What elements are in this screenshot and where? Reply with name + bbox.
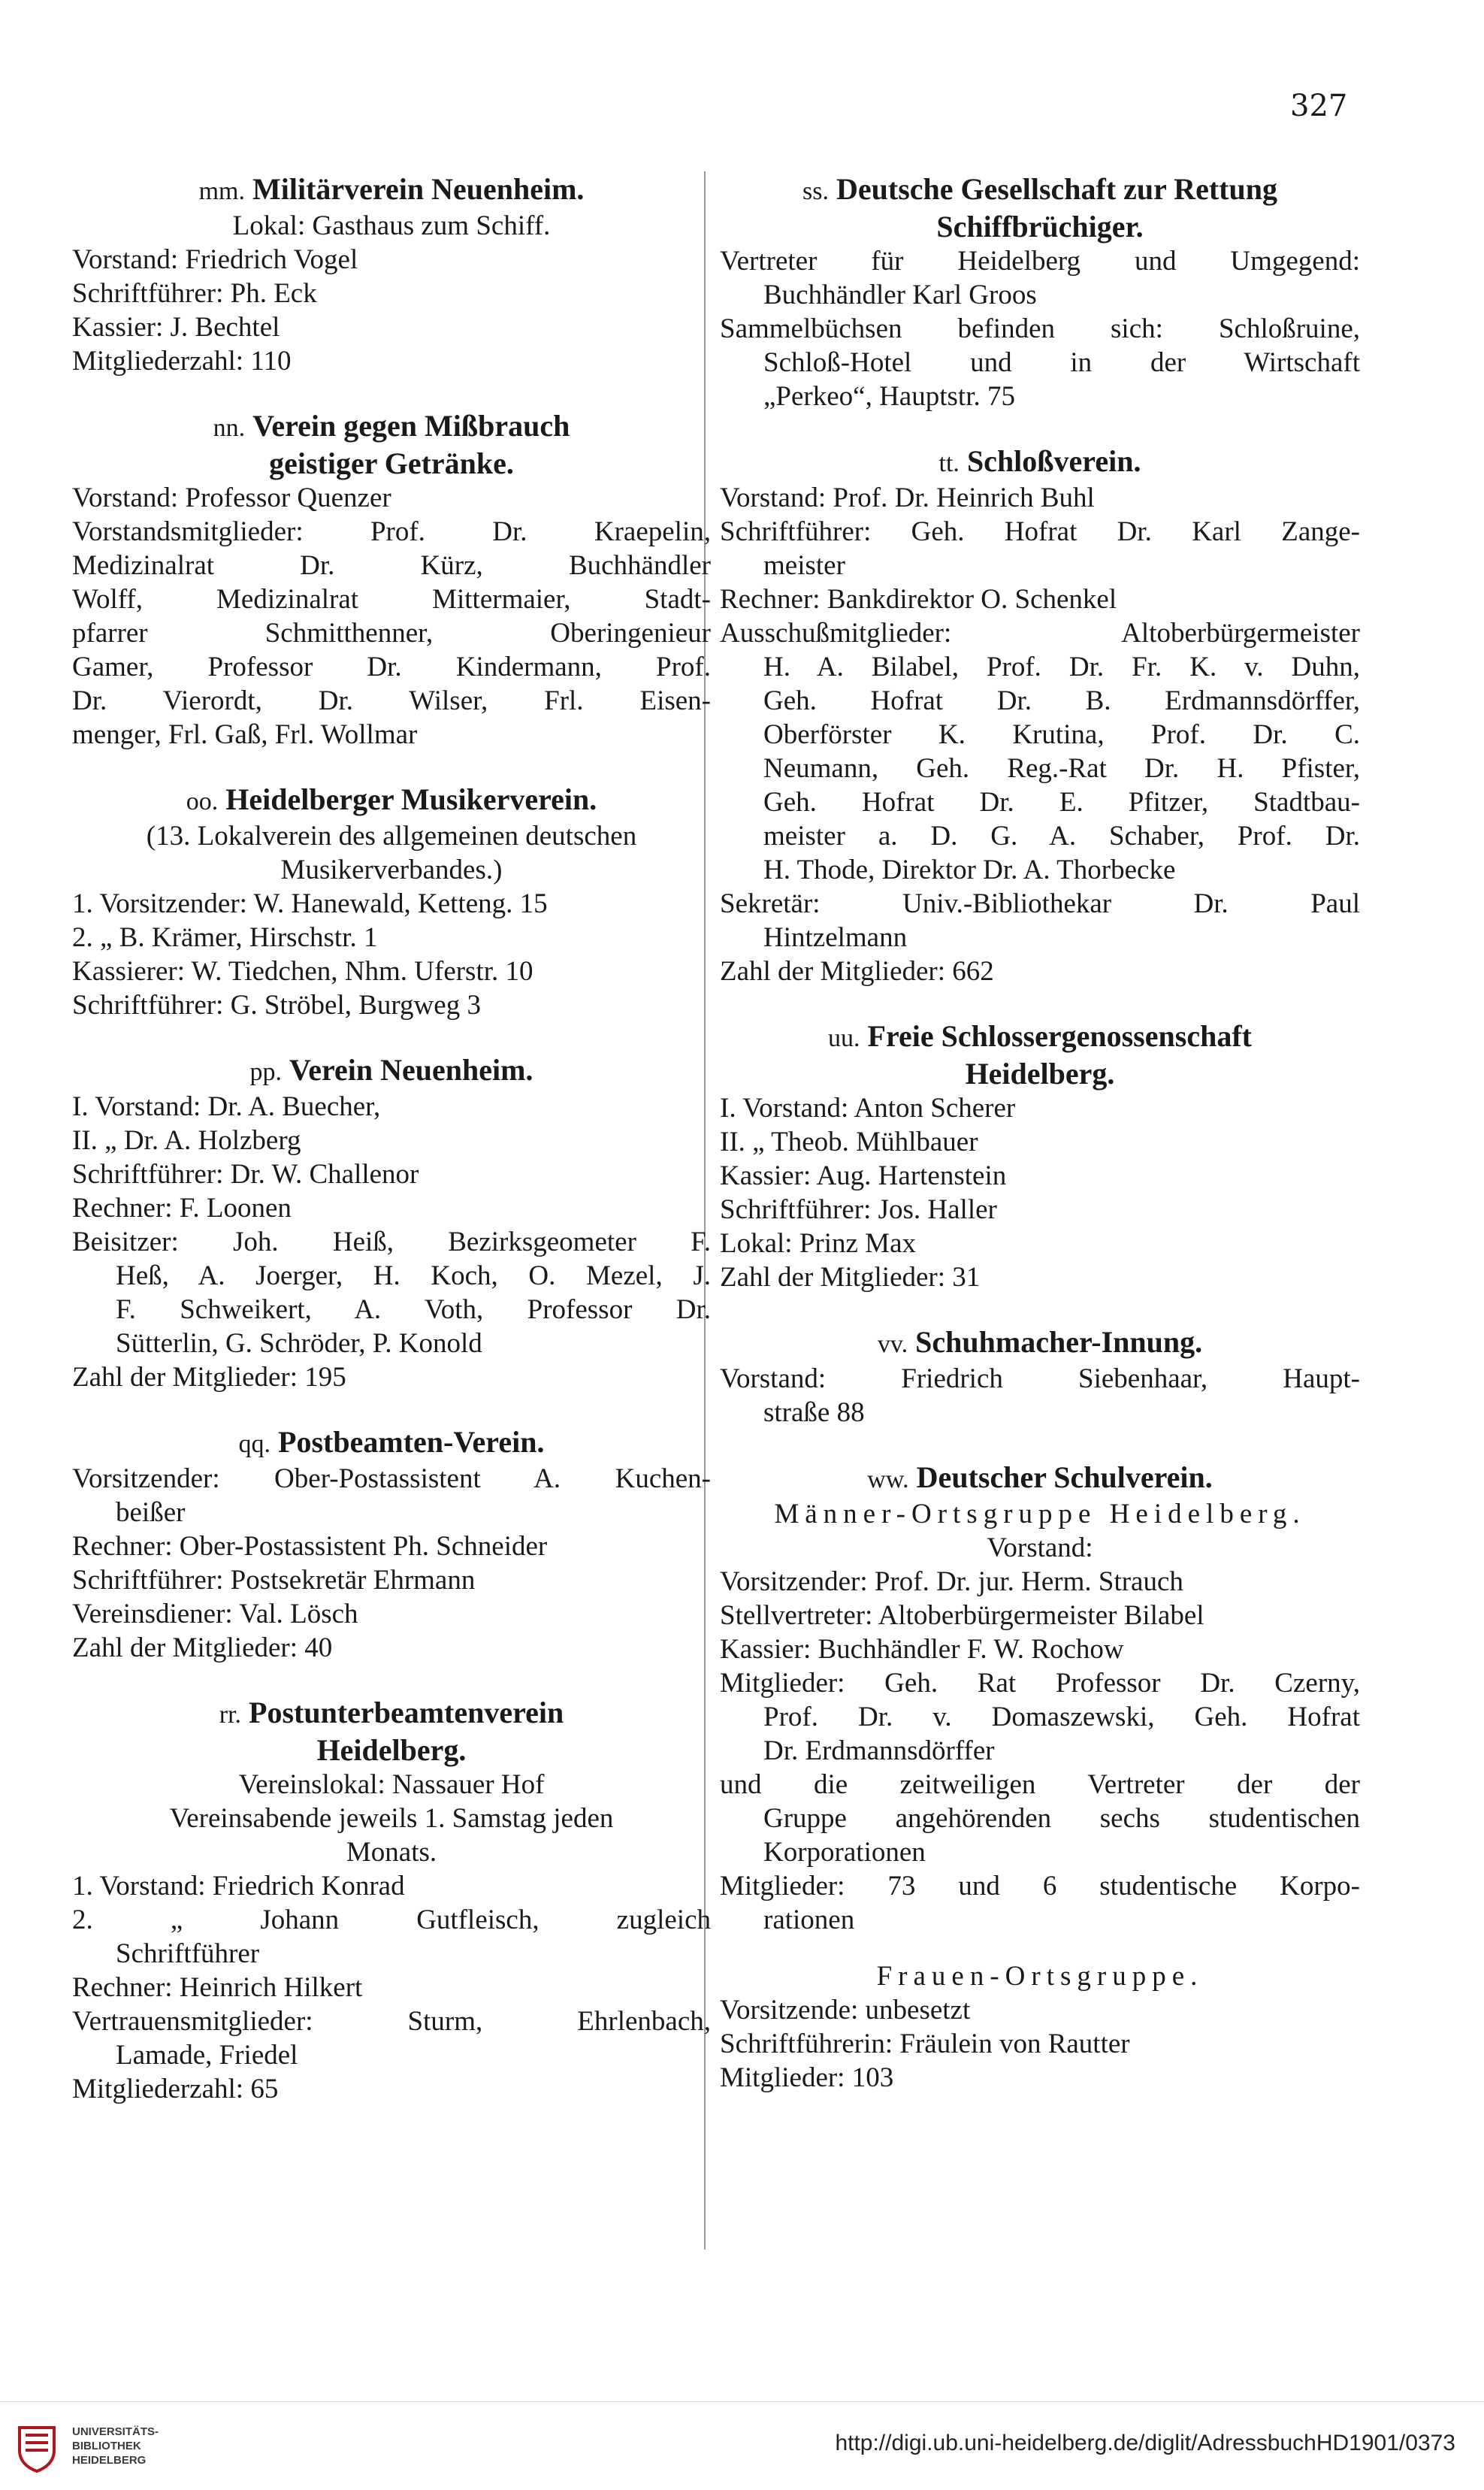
entry-line: Rechner: F. Loonen	[72, 1193, 292, 1224]
entry-line: Schriftführer: Jos. Haller	[720, 1194, 997, 1225]
section-subtitle: Monats.	[346, 1837, 437, 1868]
entry-line: Vereinsdiener: Val. Lösch	[72, 1599, 358, 1629]
directory-section	[720, 1959, 1360, 2095]
entry-line: Zahl der Mitglieder: 40	[72, 1632, 333, 1663]
section-title: Postunterbeamtenverein	[249, 1696, 564, 1729]
directory-section	[720, 1018, 1360, 1294]
section-tag: ss.	[802, 177, 829, 205]
entry-line: 2. „ B. Krämer, Hirschstr. 1	[72, 922, 378, 953]
entry-line: Prof. Dr. v. Domaszewski, Geh. Hofrat	[763, 1702, 1360, 1732]
entry-line: und die zeitweiligen Vertreter der der	[720, 1769, 1360, 1800]
entry-line: Heß, A. Joerger, H. Koch, O. Mezel, J.	[116, 1260, 711, 1291]
section-subtitle: Frauen-Ortsgruppe.	[876, 1961, 1204, 1992]
directory-section	[72, 171, 711, 378]
section-tag: qq.	[238, 1430, 271, 1458]
entry-line: 1. Vorstand: Friedrich Konrad	[72, 1871, 405, 1902]
entry-line: Kassierer: W. Tiedchen, Nhm. Uferstr. 10	[72, 956, 533, 987]
entry-line: Vertreter für Heidelberg und Umgegend:	[720, 246, 1360, 277]
entry-line: Zahl der Mitglieder: 662	[720, 956, 994, 987]
entry-line: Sammelbüchsen befinden sich: Schloßruine,	[720, 313, 1360, 344]
directory-section	[720, 1460, 1360, 1937]
entry-line: Lokal: Prinz Max	[720, 1228, 917, 1259]
entry-line: „Perkeo“, Hauptstr. 75	[763, 381, 1015, 412]
directory-section	[72, 1695, 711, 2106]
entry-line: Kassier: Aug. Hartenstein	[720, 1160, 1007, 1191]
entry-line: Dr. Erdmannsdörffer	[763, 1735, 995, 1766]
directory-section	[720, 443, 1360, 988]
entry-line: Mitglieder: Geh. Rat Professor Dr. Czerny,	[720, 1668, 1360, 1699]
section-tag: uu.	[828, 1024, 860, 1052]
entry-line: Geh. Hofrat Dr. E. Pfitzer, Stadtbau-	[763, 787, 1360, 818]
entry-line: Gamer, Professor Dr. Kindermann, Prof.	[72, 652, 711, 682]
logo-line-1: UNIVERSITÄTS-	[72, 2425, 159, 2438]
section-heading	[72, 408, 711, 481]
entry-line: Schriftführerin: Fräulein von Rautter	[720, 2029, 1130, 2059]
entry-line: Schriftführer	[116, 1938, 260, 1969]
entry-line: pfarrer Schmitthenner, Oberingenieur	[72, 618, 711, 649]
entry-line: II. „ Theob. Mühlbauer	[720, 1127, 978, 1157]
entry-line: Vorsitzende: unbesetzt	[720, 1995, 971, 2026]
section-title: Deutsche Gesellschaft zur Rettung	[836, 172, 1277, 206]
section-subtitle: Vereinslokal: Nassauer Hof	[238, 1769, 545, 1800]
entry-line: Mitgliederzahl: 110	[72, 346, 292, 377]
entry-line: Wolff, Medizinalrat Mittermaier, Stadt-	[72, 584, 711, 615]
entry-line: Zahl der Mitglieder: 31	[720, 1262, 981, 1293]
section-heading	[72, 171, 711, 209]
section-title: Freie Schlossergenossenschaft	[867, 1019, 1252, 1053]
entry-line: Vorsitzender: Prof. Dr. jur. Herm. Strauch	[720, 1566, 1183, 1597]
entry-line: Sekretär: Univ.-Bibliothekar Dr. Paul	[720, 888, 1360, 919]
entry-line: Vorstand: Friedrich Siebenhaar, Haupt-	[720, 1363, 1360, 1394]
entry-line: beißer	[116, 1497, 186, 1528]
section-heading	[720, 443, 1360, 481]
entry-line: Gruppe angehörenden sechs studentischen	[763, 1803, 1360, 1834]
section-title-continued: Schiffbrüchiger.	[936, 210, 1144, 244]
entry-line: Vorstand: Professor Quenzer	[72, 483, 391, 513]
entry-line: Vorsitzender: Ober-Postassistent A. Kuchen-	[72, 1463, 711, 1494]
section-title: Verein Neuenheim.	[289, 1053, 533, 1087]
section-title: Verein gegen Mißbrauch	[252, 409, 570, 443]
entry-line: 1. Vorsitzender: W. Hanewald, Ketteng. 15	[72, 888, 548, 919]
entry-line: H. Thode, Direktor Dr. A. Thorbecke	[763, 855, 1176, 885]
entry-line: Sütterlin, G. Schröder, P. Konold	[116, 1328, 482, 1359]
logo-line-3: HEIDELBERG	[72, 2454, 147, 2467]
directory-section	[720, 1324, 1360, 1430]
entry-line: Rechner: Bankdirektor O. Schenkel	[720, 584, 1117, 615]
entry-line: menger, Frl. Gaß, Frl. Wollmar	[72, 719, 418, 750]
section-tag: oo.	[186, 788, 219, 815]
section-tag: rr.	[219, 1701, 242, 1729]
entry-line: Schriftführer: Dr. W. Challenor	[72, 1159, 419, 1190]
section-title: Deutscher Schulverein.	[916, 1460, 1213, 1494]
directory-section	[72, 782, 711, 1022]
section-title: Schloßverein.	[966, 444, 1141, 478]
section-title-continued: geistiger Getränke.	[269, 446, 514, 480]
entry-line: meister	[763, 550, 845, 581]
entry-line: Kassier: Buchhändler F. W. Rochow	[720, 1634, 1124, 1665]
entry-line: I. Vorstand: Dr. A. Buecher,	[72, 1091, 381, 1122]
directory-section	[720, 171, 1360, 413]
entry-line: Oberförster K. Krutina, Prof. Dr. C.	[763, 719, 1360, 750]
entry-line: Neumann, Geh. Reg.-Rat Dr. H. Pfister,	[763, 753, 1360, 784]
entry-line: rationen	[763, 1905, 855, 1935]
section-heading	[72, 782, 711, 819]
section-title: Militärverein Neuenheim.	[252, 172, 585, 206]
section-title: Schuhmacher-Innung.	[915, 1325, 1203, 1359]
section-subtitle: (13. Lokalverein des allgemeinen deutschen	[146, 821, 637, 852]
directory-section	[72, 1424, 711, 1665]
section-title: Heidelberger Musikerverein.	[225, 782, 597, 816]
entry-line: Vorstand: Friedrich Vogel	[72, 244, 358, 275]
directory-section	[72, 1052, 711, 1394]
footer	[0, 2401, 1484, 2490]
entry-line: Zahl der Mitglieder: 195	[72, 1362, 346, 1393]
entry-line: Ausschußmitglieder: Altoberbürgermeister	[720, 618, 1360, 649]
entry-line: Vertrauensmitglieder: Sturm, Ehrlenbach,	[72, 2006, 711, 2037]
entry-line: 2. „ Johann Gutfleisch, zugleich	[72, 1905, 711, 1935]
entry-line: Mitgliederzahl: 65	[72, 2074, 279, 2104]
source-url-link[interactable]: http://digi.ub.uni-heidelberg.de/diglit/AdressbuchHD1901/0373	[835, 2431, 1455, 2455]
entry-line: Vorstandsmitglieder: Prof. Dr. Kraepelin,	[72, 516, 711, 547]
entry-line: Stellvertreter: Altoberbürgermeister Bilabel	[720, 1600, 1204, 1631]
entry-line: Schriftführer: Ph. Eck	[72, 278, 317, 309]
entry-line: Medizinalrat Dr. Kürz, Buchhändler	[72, 550, 711, 581]
section-tag: ww.	[867, 1466, 909, 1493]
section-heading	[720, 1460, 1360, 1497]
entry-line: Vorstand: Prof. Dr. Heinrich Buhl	[720, 483, 1095, 513]
entry-line: Mitglieder: 103	[720, 2062, 894, 2093]
section-heading	[72, 1052, 711, 1090]
section-title-continued: Heidelberg.	[965, 1057, 1115, 1091]
entry-line: Schriftführer: G. Ströbel, Burgweg 3	[72, 990, 481, 1021]
section-subtitle: Vorstand:	[987, 1532, 1093, 1563]
page-number: 327	[1290, 89, 1348, 123]
entry-line: Buchhändler Karl Groos	[763, 280, 1037, 310]
right-column	[720, 171, 1360, 2095]
section-heading	[720, 1018, 1360, 1091]
entry-line: Lamade, Friedel	[116, 2040, 298, 2071]
library-emblem-icon	[17, 2425, 57, 2473]
entry-line: Schriftführer: Geh. Hofrat Dr. Karl Zange-	[720, 516, 1360, 547]
section-heading	[720, 171, 1360, 244]
entry-line: H. A. Bilabel, Prof. Dr. Fr. K. v. Duhn,	[763, 652, 1360, 682]
entry-line: Rechner: Heinrich Hilkert	[72, 1972, 363, 2003]
library-logo[interactable]	[17, 2419, 167, 2479]
entry-line: F. Schweikert, A. Voth, Professor Dr.	[116, 1294, 711, 1325]
entry-line: meister a. D. G. A. Schaber, Prof. Dr.	[763, 821, 1360, 852]
entry-line: Schloß-Hotel und in der Wirtschaft	[763, 347, 1360, 378]
section-tag: tt.	[938, 449, 960, 477]
section-heading	[72, 1424, 711, 1462]
left-column	[72, 171, 711, 2106]
entry-line: Korporationen	[763, 1837, 926, 1868]
entry-line: Geh. Hofrat Dr. B. Erdmannsdörffer,	[763, 685, 1360, 716]
section-tag: vv.	[877, 1330, 908, 1358]
section-subtitle: Musikerverbandes.)	[280, 855, 503, 885]
entry-line: Dr. Vierordt, Dr. Wilser, Frl. Eisen-	[72, 685, 711, 716]
logo-line-2: BIBLIOTHEK	[72, 2440, 141, 2452]
section-tag: nn.	[213, 414, 246, 442]
directory-section	[72, 408, 711, 752]
section-heading	[72, 1695, 711, 1768]
entry-line: Rechner: Ober-Postassistent Ph. Schneider	[72, 1531, 548, 1562]
entry-line: Schriftführer: Postsekretär Ehrmann	[72, 1565, 476, 1596]
entry-line: Mitglieder: 73 und 6 studentische Korpo-	[720, 1871, 1360, 1902]
section-subtitle: Lokal: Gasthaus zum Schiff.	[232, 210, 551, 241]
entry-line: Kassier: J. Bechtel	[72, 312, 280, 343]
entry-line: Beisitzer: Joh. Heiß, Bezirksgeometer F.	[72, 1227, 711, 1257]
section-heading	[720, 1324, 1360, 1362]
section-subtitle: Vereinsabende jeweils 1. Samstag jeden	[169, 1803, 614, 1834]
section-subtitle: Männer-Ortsgruppe Heidelberg.	[774, 1499, 1306, 1529]
entry-line: straße 88	[763, 1397, 865, 1428]
section-title: Postbeamten-Verein.	[278, 1425, 545, 1459]
section-title-continued: Heidelberg.	[316, 1733, 467, 1767]
entry-line: II. „ Dr. A. Holzberg	[72, 1125, 301, 1156]
entry-line: I. Vorstand: Anton Scherer	[720, 1093, 1016, 1124]
section-tag: pp.	[249, 1058, 283, 1086]
entry-line: Hintzelmann	[763, 922, 908, 953]
section-tag: mm.	[198, 177, 245, 205]
